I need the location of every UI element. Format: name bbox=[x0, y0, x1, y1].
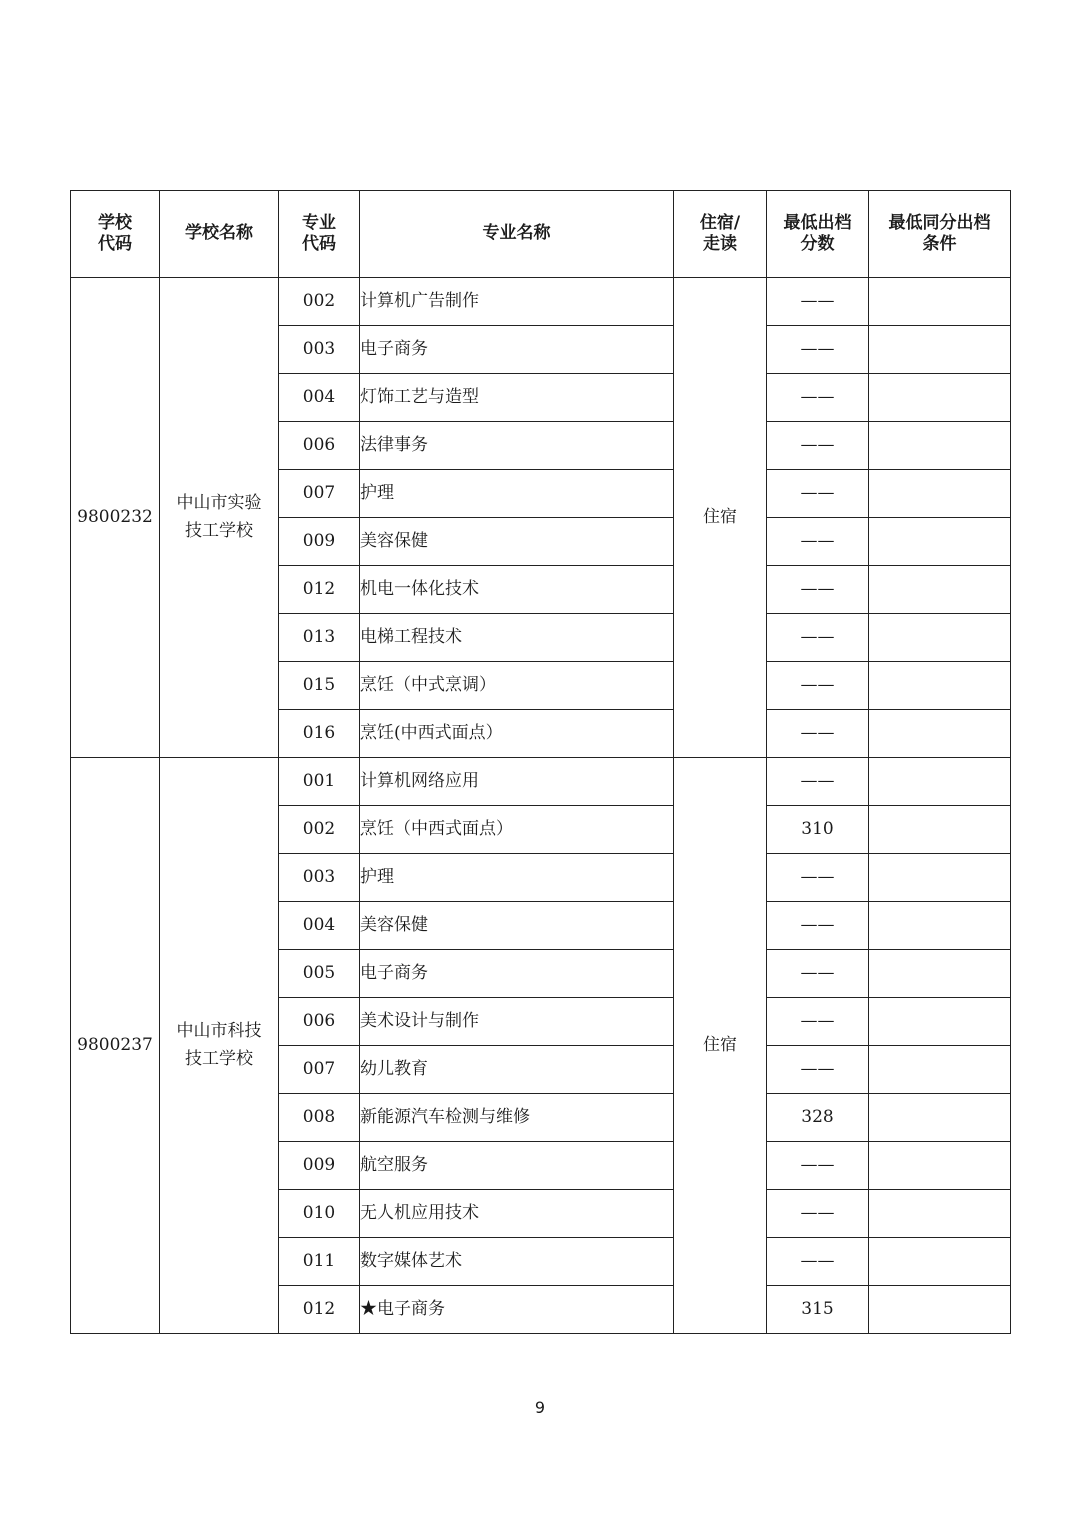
min-score-cell: —— bbox=[767, 998, 869, 1046]
tie-condition-cell bbox=[869, 1190, 1011, 1238]
min-score-cell: —— bbox=[767, 1142, 869, 1190]
tie-condition-cell bbox=[869, 854, 1011, 902]
residency-cell: 住宿 bbox=[674, 278, 767, 758]
min-score-cell: —— bbox=[767, 758, 869, 806]
major-name-cell: 幼儿教育 bbox=[360, 1046, 674, 1094]
min-score-cell: —— bbox=[767, 854, 869, 902]
min-score-cell: 310 bbox=[767, 806, 869, 854]
min-score-cell: —— bbox=[767, 1238, 869, 1286]
residency-cell: 住宿 bbox=[674, 758, 767, 1334]
major-name-cell: 计算机网络应用 bbox=[360, 758, 674, 806]
min-score-cell: —— bbox=[767, 518, 869, 566]
school-code-cell: 9800232 bbox=[71, 278, 160, 758]
tie-condition-cell bbox=[869, 662, 1011, 710]
major-code-cell: 002 bbox=[279, 278, 360, 326]
min-score-cell: —— bbox=[767, 662, 869, 710]
major-name-cell: 灯饰工艺与造型 bbox=[360, 374, 674, 422]
header-school-name: 学校名称 bbox=[160, 191, 279, 278]
min-score-cell: 315 bbox=[767, 1286, 869, 1334]
school-name-text: 中山市实验技工学校 bbox=[176, 493, 262, 541]
major-code-cell: 006 bbox=[279, 422, 360, 470]
min-score-cell: —— bbox=[767, 614, 869, 662]
major-code-cell: 005 bbox=[279, 950, 360, 998]
header-residency: 住宿/走读 bbox=[674, 191, 767, 278]
tie-condition-cell bbox=[869, 326, 1011, 374]
major-name-cell: 电子商务 bbox=[360, 326, 674, 374]
major-name-cell: 烹饪（中式烹调） bbox=[360, 662, 674, 710]
major-name-cell: 无人机应用技术 bbox=[360, 1190, 674, 1238]
major-code-cell: 009 bbox=[279, 518, 360, 566]
major-code-cell: 004 bbox=[279, 374, 360, 422]
min-score-cell: —— bbox=[767, 710, 869, 758]
major-name-cell: 护理 bbox=[360, 470, 674, 518]
min-score-cell: —— bbox=[767, 902, 869, 950]
major-code-cell: 001 bbox=[279, 758, 360, 806]
major-code-cell: 016 bbox=[279, 710, 360, 758]
tie-condition-cell bbox=[869, 422, 1011, 470]
major-name-cell: 法律事务 bbox=[360, 422, 674, 470]
min-score-cell: —— bbox=[767, 374, 869, 422]
header-min-score: 最低出档分数 bbox=[767, 191, 869, 278]
major-name-cell: 新能源汽车检测与维修 bbox=[360, 1094, 674, 1142]
major-name-cell: 护理 bbox=[360, 854, 674, 902]
tie-condition-cell bbox=[869, 1286, 1011, 1334]
header-major-code: 专业代码 bbox=[279, 191, 360, 278]
school-name-text: 中山市科技技工学校 bbox=[176, 1021, 262, 1069]
major-code-cell: 008 bbox=[279, 1094, 360, 1142]
min-score-cell: —— bbox=[767, 326, 869, 374]
header-tie-condition: 最低同分出档条件 bbox=[869, 191, 1011, 278]
min-score-cell: —— bbox=[767, 470, 869, 518]
tie-condition-cell bbox=[869, 758, 1011, 806]
major-code-cell: 007 bbox=[279, 470, 360, 518]
tie-condition-cell bbox=[869, 278, 1011, 326]
table-row bbox=[71, 278, 1011, 326]
major-name-cell: 电梯工程技术 bbox=[360, 614, 674, 662]
min-score-cell: —— bbox=[767, 1190, 869, 1238]
tie-condition-cell bbox=[869, 1094, 1011, 1142]
major-name-cell: 烹饪（中西式面点） bbox=[360, 806, 674, 854]
tie-condition-cell bbox=[869, 806, 1011, 854]
major-code-cell: 012 bbox=[279, 566, 360, 614]
tie-condition-cell bbox=[869, 470, 1011, 518]
major-code-cell: 002 bbox=[279, 806, 360, 854]
major-name-cell: 计算机广告制作 bbox=[360, 278, 674, 326]
tie-condition-cell bbox=[869, 1046, 1011, 1094]
min-score-cell: —— bbox=[767, 566, 869, 614]
major-name-cell: 机电一体化技术 bbox=[360, 566, 674, 614]
major-name-cell: 航空服务 bbox=[360, 1142, 674, 1190]
major-code-cell: 015 bbox=[279, 662, 360, 710]
min-score-cell: —— bbox=[767, 950, 869, 998]
tie-condition-cell bbox=[869, 614, 1011, 662]
major-code-cell: 004 bbox=[279, 902, 360, 950]
major-code-cell: 009 bbox=[279, 1142, 360, 1190]
tie-condition-cell bbox=[869, 1238, 1011, 1286]
major-code-cell: 013 bbox=[279, 614, 360, 662]
tie-condition-cell bbox=[869, 518, 1011, 566]
admissions-table bbox=[70, 190, 1011, 1334]
min-score-cell: 328 bbox=[767, 1094, 869, 1142]
min-score-cell: —— bbox=[767, 1046, 869, 1094]
tie-condition-cell bbox=[869, 1142, 1011, 1190]
major-name-cell: 美容保健 bbox=[360, 902, 674, 950]
tie-condition-cell bbox=[869, 566, 1011, 614]
major-name-cell: ★电子商务 bbox=[360, 1286, 674, 1334]
major-name-cell: 美术设计与制作 bbox=[360, 998, 674, 1046]
tie-condition-cell bbox=[869, 902, 1011, 950]
major-code-cell: 011 bbox=[279, 1238, 360, 1286]
min-score-cell: —— bbox=[767, 422, 869, 470]
header-row bbox=[71, 191, 1011, 278]
major-code-cell: 003 bbox=[279, 854, 360, 902]
tie-condition-cell bbox=[869, 950, 1011, 998]
table-row bbox=[71, 758, 1011, 806]
header-major-name: 专业名称 bbox=[360, 191, 674, 278]
school-name-cell bbox=[160, 278, 279, 758]
table-body bbox=[71, 278, 1011, 1334]
tie-condition-cell bbox=[869, 998, 1011, 1046]
major-code-cell: 012 bbox=[279, 1286, 360, 1334]
school-code-cell: 9800237 bbox=[71, 758, 160, 1334]
tie-condition-cell bbox=[869, 710, 1011, 758]
major-code-cell: 010 bbox=[279, 1190, 360, 1238]
major-name-cell: 烹饪(中西式面点） bbox=[360, 710, 674, 758]
tie-condition-cell bbox=[869, 374, 1011, 422]
header-school-code: 学校代码 bbox=[71, 191, 160, 278]
major-code-cell: 006 bbox=[279, 998, 360, 1046]
min-score-cell: —— bbox=[767, 278, 869, 326]
major-name-cell: 数字媒体艺术 bbox=[360, 1238, 674, 1286]
major-code-cell: 003 bbox=[279, 326, 360, 374]
major-name-cell: 电子商务 bbox=[360, 950, 674, 998]
page-number: 9 bbox=[534, 1398, 546, 1417]
school-name-cell bbox=[160, 758, 279, 1334]
major-name-cell: 美容保健 bbox=[360, 518, 674, 566]
major-code-cell: 007 bbox=[279, 1046, 360, 1094]
